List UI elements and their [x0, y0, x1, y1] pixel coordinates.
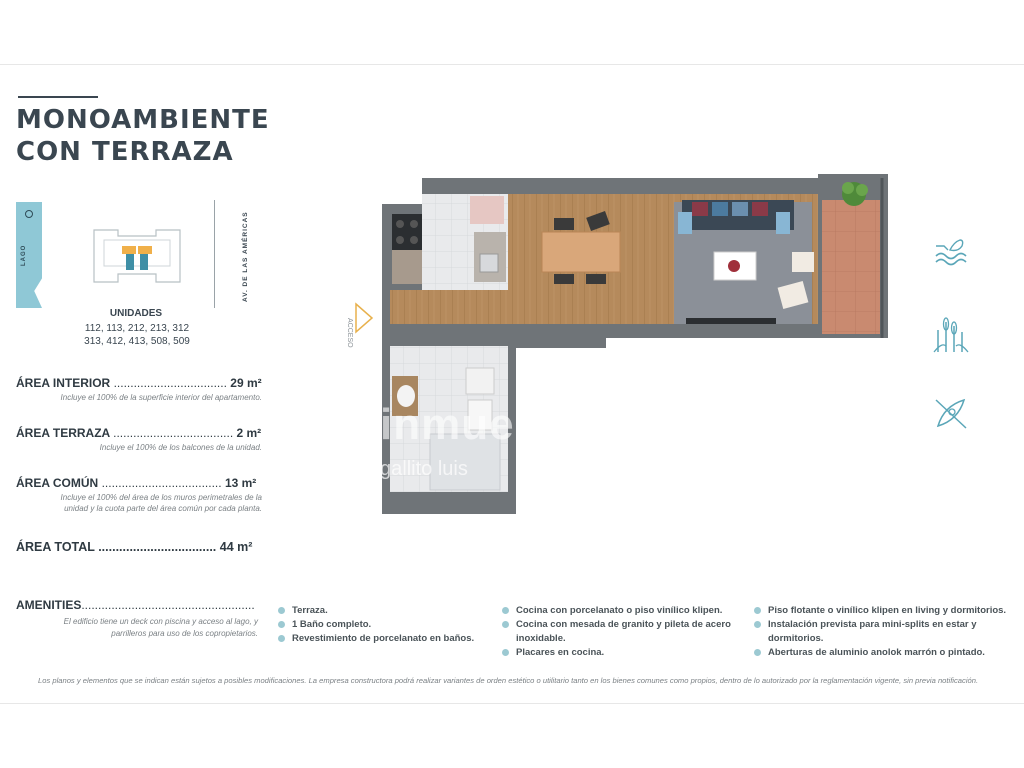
amenities-dots: ....................................................: [81, 598, 255, 612]
amenities-label: AMENITIES: [16, 598, 82, 612]
amenities-col-3: [752, 604, 1016, 660]
lake-icon: [930, 232, 972, 274]
floor-plan: [346, 172, 896, 502]
unit-highlight-c: [126, 254, 134, 270]
area-comun-value: 13 m²: [224, 476, 257, 490]
reeds-icon: [930, 312, 972, 354]
amenities-col-1: [276, 604, 496, 646]
unit-highlight-a: [122, 246, 136, 254]
page-title: [16, 104, 270, 168]
area-terraza-note: Incluye el 100% de los balcones de la unidad.: [99, 443, 262, 452]
units-line-1: 112, 113, 212, 213, 312: [84, 323, 190, 334]
tv-console: [686, 318, 776, 324]
area-terraza-label: ÁREA TERRAZA: [16, 426, 110, 440]
unit-highlight-d: [140, 254, 148, 270]
pouf-1: [792, 252, 814, 272]
amenity-item: Placares en cocina.: [500, 646, 750, 659]
amenity-item-continued: dormitorios.: [768, 633, 824, 644]
avenue-line: [214, 200, 215, 308]
amenities-col-2: [500, 604, 750, 660]
amenities-note-2: parrilleros para uso de los copropietarios.: [111, 629, 258, 638]
amenities-note: [30, 616, 258, 640]
dining-table: [542, 232, 620, 272]
area-interior-value: 29 m²: [230, 376, 262, 390]
hall-floor: [390, 290, 614, 324]
area-comun-row: [16, 476, 262, 490]
amenity-item: Aberturas de aluminio anolok marrón o pintado.: [752, 646, 1016, 659]
fridge: [470, 196, 504, 224]
amenity-item-continued: inoxidable.: [516, 633, 566, 644]
unit-highlight-b: [138, 246, 152, 254]
area-comun: [16, 476, 262, 514]
area-comun-note-1: Incluye el 100% del área de los muros perimetrales de la: [60, 493, 262, 502]
area-terraza-dots: ....................................: [113, 426, 234, 440]
area-interior-label: ÁREA INTERIOR: [16, 376, 111, 390]
units-list: [62, 322, 212, 348]
amenities-title: [16, 598, 255, 612]
area-total-row: [16, 540, 262, 554]
amenity-item: Terraza.: [276, 604, 496, 617]
amenity-item: 1 Baño completo.: [276, 618, 496, 631]
access-arrow: [356, 304, 372, 332]
area-comun-dots: ....................................: [101, 476, 222, 490]
watermark-brand: inmuebles: [380, 400, 607, 449]
units-line-2: 313, 412, 413, 508, 509: [84, 336, 190, 347]
area-total-value: 44 m²: [219, 540, 253, 554]
area-terraza-value: 2 m²: [236, 426, 262, 440]
access-label: ACCESO: [346, 318, 353, 348]
washer: [466, 368, 494, 394]
north-icon: [25, 210, 33, 218]
area-interior-dots: ..................................: [113, 376, 227, 390]
area-interior-note: Incluye el 100% de la superficie interior del apartamento.: [60, 393, 262, 402]
amenity-item: Piso flotante o vinílico klipen en living y dormitorios.: [752, 604, 1016, 617]
area-interior: [16, 376, 262, 403]
avenue-label: AV. DE LAS AMÉRICAS: [242, 211, 249, 302]
building-outline: [90, 226, 184, 286]
area-comun-label: ÁREA COMÚN: [16, 476, 99, 490]
terrace-floor: [822, 200, 880, 334]
area-terraza: [16, 426, 262, 453]
watermark-sub: gallito luis: [380, 458, 468, 480]
sink: [480, 254, 498, 272]
title-line-2: CON TERRAZA: [16, 137, 234, 167]
lake-label: LAGO: [21, 244, 27, 266]
amenity-item: Instalación prevista para mini-splits en estar y: [752, 618, 1016, 631]
area-total-dots: ..................................: [98, 540, 217, 554]
amenity-item: Cocina con porcelanato o piso vinílico klipen.: [500, 604, 750, 617]
area-total-label: ÁREA TOTAL: [16, 540, 95, 554]
title-rule: [18, 96, 98, 98]
kayak-icon: [930, 392, 972, 434]
amenity-item: Revestimiento de porcelanato en baños.: [276, 632, 496, 645]
area-terraza-row: [16, 426, 262, 440]
area-total: [16, 540, 262, 554]
title-line-1: MONOAMBIENTE: [16, 105, 270, 135]
units-title: UNIDADES: [109, 308, 163, 319]
amenity-item: Cocina con mesada de granito y pileta de acero: [500, 618, 750, 631]
area-interior-row: [16, 376, 262, 390]
amenities-note-1: El edificio tiene un deck con piscina y acceso al lago, y: [63, 617, 258, 626]
area-comun-note-2: unidad y la cuota parte del área común por cada planta.: [64, 504, 262, 513]
key-plan: [16, 200, 256, 312]
stove: [392, 214, 422, 250]
disclaimer: Los planos y elementos que se indican están sujetos a posibles modificaciones. La empresa constructora podrá realizar variantes de orden estético o utilitario tanto en los bienes comunes como propios, dentro de lo autorizado por la reglamentación vigente, sin previa notificación.: [38, 676, 979, 685]
counter: [392, 250, 422, 284]
